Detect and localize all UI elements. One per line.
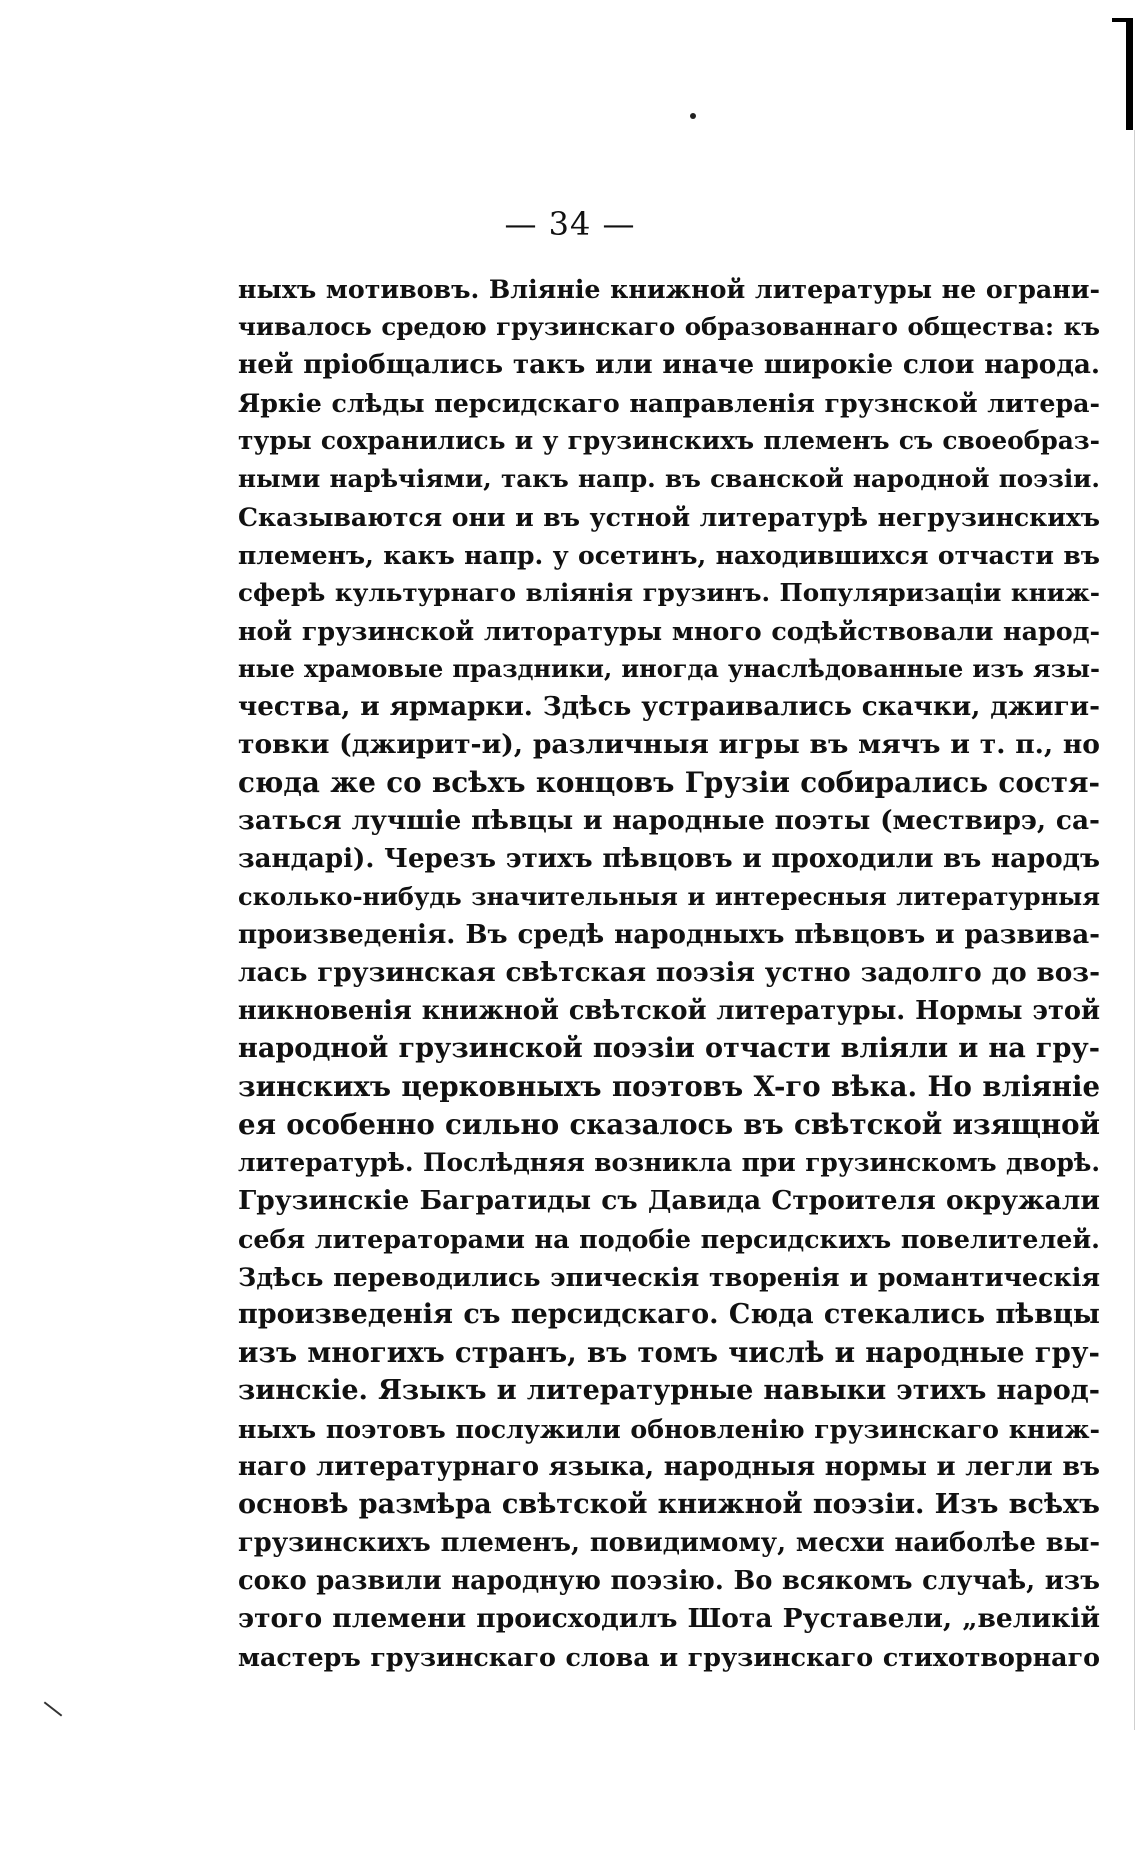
- text-line: себя литераторами на подобіе персидскихъ повелителей.: [238, 1224, 1100, 1254]
- text-line: чивалось средою грузинскаго образованнаго общества: къ: [238, 312, 1100, 341]
- text-line: сферѣ культурнаго вліянія грузинъ. Популяризаціи книж-: [238, 578, 1100, 607]
- text-line: народной грузинской поэзіи отчасти вліяли и на гру-: [238, 1033, 1100, 1064]
- text-line: ныхъ мотивовъ. Вліяніе книжной литературы не ограни-: [238, 274, 1100, 304]
- scan-tick-mark: [44, 1701, 63, 1716]
- text-line: ней пріобщались такъ или иначе широкіе слои народа.: [238, 349, 1100, 380]
- text-line: ныхъ поэтовъ послужили обновленію грузинскаго книж-: [238, 1414, 1100, 1444]
- text-line: мастеръ грузинскаго слова и грузинскаго стихотворнаго: [238, 1642, 1100, 1672]
- scan-speck: [690, 113, 696, 119]
- text-line: изъ многихъ странъ, въ томъ числѣ и народные гру-: [238, 1337, 1100, 1369]
- text-line: ея особенно сильно сказалось въ свѣтской изящной: [238, 1108, 1100, 1141]
- text-line: произведенія съ персидскаго. Сюда стекались пѣвцы: [238, 1299, 1100, 1330]
- text-line: Грузинскіе Багратиды съ Давида Строителя окружали: [238, 1185, 1100, 1216]
- text-line: Яркіе слѣды персидскаго направленія грузнской литера-: [238, 388, 1100, 418]
- text-line: этого племени происходилъ Шота Руставели, „великій: [238, 1603, 1100, 1634]
- text-line: племенъ, какъ напр. у осетинъ, находившихся отчасти въ: [238, 540, 1100, 570]
- text-line: чества, и ярмарки. Здѣсь устраивались скачки, джиги-: [238, 691, 1100, 722]
- text-line: товки (джирит-и), различныя игры въ мячъ и т. п., но: [238, 729, 1100, 760]
- text-line: зинскихъ церковныхъ поэтовъ X-го вѣка. Но вліяніе: [238, 1070, 1100, 1103]
- text-line: сколько-нибудь значительныя и интересныя литературныя: [238, 882, 1100, 911]
- text-line: соко развили народную поэзію. Во всякомъ случаѣ, изъ: [238, 1566, 1100, 1596]
- text-line: наго литературнаго языка, народныя нормы и легли въ: [238, 1452, 1100, 1482]
- text-line: никновенія книжной свѣтской литературы. Нормы этой: [238, 996, 1100, 1026]
- text-line: туры сохранились и у грузинскихъ племенъ съ своеобраз-: [238, 426, 1100, 455]
- text-line: зинскіе. Языкъ и литературные навыки этихъ народ-: [238, 1375, 1100, 1406]
- text-line: грузинскихъ племенъ, повидимому, месхи наиболѣе вы-: [238, 1528, 1100, 1558]
- text-line: заться лучшіе пѣвцы и народные поэты (мествирэ, са-: [238, 805, 1100, 836]
- scan-edge-line: [1134, 130, 1135, 1730]
- page-number: — 34 —: [504, 205, 636, 243]
- body-text: [238, 270, 1100, 1676]
- text-line: ной грузинской литоратуры много содѣйствовали народ-: [238, 616, 1100, 646]
- text-line: лась грузинская свѣтская поэзія устно задолго до воз-: [238, 957, 1100, 988]
- text-line: ными нарѣчіями, такъ напр. въ сванской народной поэзіи.: [238, 464, 1100, 493]
- text-line: произведенія. Въ средѣ народныхъ пѣвцовъ и развива-: [238, 919, 1100, 950]
- text-line: зандарі). Черезъ этихъ пѣвцовъ и проходили въ народъ: [238, 844, 1100, 874]
- text-line: основѣ размѣра свѣтской книжной поэзіи. Изъ всѣхъ: [238, 1489, 1100, 1520]
- text-line: литературѣ. Послѣдняя возникла при грузинскомъ дворѣ.: [238, 1148, 1100, 1177]
- text-line: ные храмовые праздники, иногда унаслѣдованные изъ язы-: [238, 654, 1100, 683]
- text-line: Здѣсь переводились эпическія творенія и романтическія: [238, 1262, 1100, 1292]
- scan-edge-mark: [1126, 18, 1133, 130]
- text-line: сюда же со всѣхъ концовъ Грузіи собирались состя-: [238, 766, 1100, 799]
- text-line: Сказываются они и въ устной литературѣ негрузинскихъ: [238, 502, 1100, 532]
